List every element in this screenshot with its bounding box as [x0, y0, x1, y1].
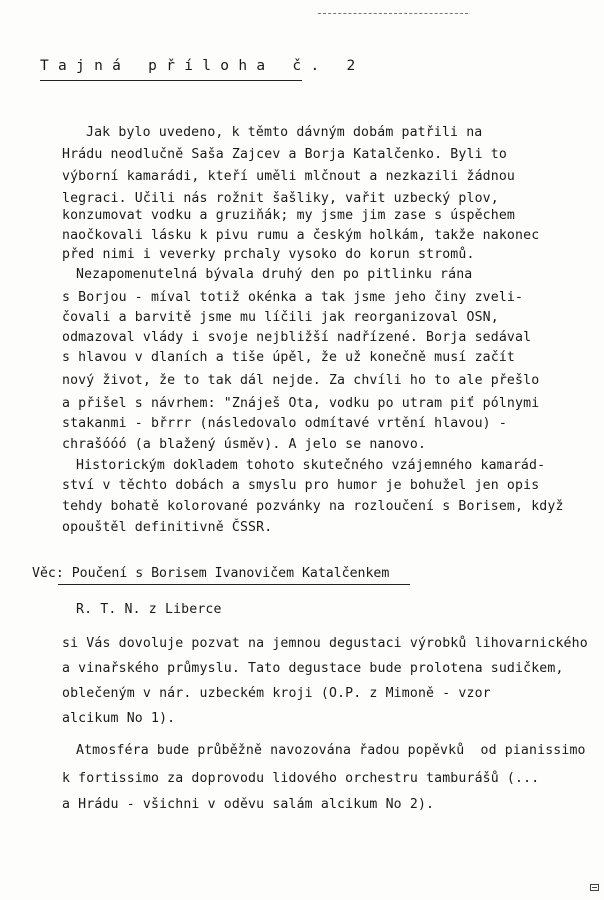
- paragraph-line: ství v těchto dobách a smyslu pro humor je bohužel jen opis: [62, 478, 540, 493]
- paragraph-line: nový život, že to tak dál nejde. Za chvíli ho to ale přešlo: [62, 373, 540, 388]
- paragraph-line: si Vás dovoluje pozvat na jemnou degustaci výrobků lihovarnického: [62, 636, 588, 651]
- paragraph-line: čovali a barvitě jsme mu líčili jak reorganizoval OSN,: [62, 310, 499, 325]
- paragraph-line: Jak bylo uvedeno, k těmto dávným dobám patřili na: [86, 125, 483, 140]
- paragraph-line: a Hrádu - všichni v oděvu salám alcikum No 2).: [62, 797, 435, 812]
- paragraph-line: před nimi i veverky prchaly vysoko do korun stromů.: [62, 247, 475, 262]
- paragraph-line: Nezapomenutelná bývala druhý den po pitlinku rána: [76, 267, 473, 282]
- sender-line: R. T. N. z Liberce: [76, 602, 222, 617]
- paragraph-line: s Borjou - míval totiž okénka a tak jsme jeho činy zveli-: [62, 290, 524, 305]
- paragraph-line: legraci. Učili nás rožnit šašliky, vařit uzbecký plov,: [62, 191, 499, 206]
- paragraph-line: k fortissimo za doprovodu lidového orchestru tamburášů (...: [62, 771, 540, 786]
- page-corner-icon: [590, 884, 599, 891]
- subject-prefix: Věc:: [32, 566, 64, 581]
- top-margin-mark: [318, 13, 468, 15]
- subject-underline: [58, 584, 410, 586]
- paragraph-line: Atmosféra bude průběžně navozována řadou popěvků od pianissimo: [76, 743, 586, 758]
- page-title: Tajná příloha č. 2: [40, 58, 365, 74]
- paragraph-line: tehdy bohatě kolorované pozvánky na rozloučení s Borisem, když: [62, 499, 564, 514]
- subject-line: [32, 566, 389, 581]
- paragraph-line: Historickým dokladem tohoto skutečného vzájemného kamarád-: [76, 458, 546, 473]
- paragraph-line: alcikum No 1).: [62, 711, 176, 726]
- paragraph-line: s hlavou v dlaních a tiše úpěl, že už konečně musí začít: [62, 350, 516, 365]
- subject-text: Poučení s Borisem Ivanovičem Katalčenkem: [71, 566, 390, 581]
- paragraph-line: chrašóóó (a blažený úsměv). A jelo se nanovo.: [62, 437, 427, 452]
- paragraph-line: stakanmi - břrrr (následovalo odmítavé vrtění hlavou) -: [62, 416, 507, 431]
- paragraph-line: opouštěl definitivně ČSSR.: [62, 520, 273, 535]
- paragraph-line: konzumovat vodku a gruziňák; my jsme jim zase s úspěchem: [62, 208, 516, 223]
- paragraph-line: oblečeným v nár. uzbeckém kroji (O.P. z Mimoně - vzor: [62, 686, 507, 701]
- paragraph-line: odmazoval vlády i svoje nejbližší nadřízené. Borja sedával: [62, 330, 532, 345]
- paragraph-line: a přišel s návrhem: "Znáješ Ota, vodku po utram piť pólnymi: [62, 396, 540, 411]
- paragraph-line: naočkovali lásku k pivu rumu a českým holkám, takže nakonec: [62, 228, 540, 243]
- paragraph-line: a vinařského průmyslu. Tato degustace bude prolotena sudičkem,: [62, 661, 564, 676]
- title-underline: [40, 80, 302, 82]
- paragraph-line: Hrádu neodlučně Saša Zajcev a Borja Katalčenko. Byli to: [62, 147, 507, 162]
- paragraph-line: výborní kamarádi, kteří uměli mlčnout a nezkazili žádnou: [62, 169, 516, 184]
